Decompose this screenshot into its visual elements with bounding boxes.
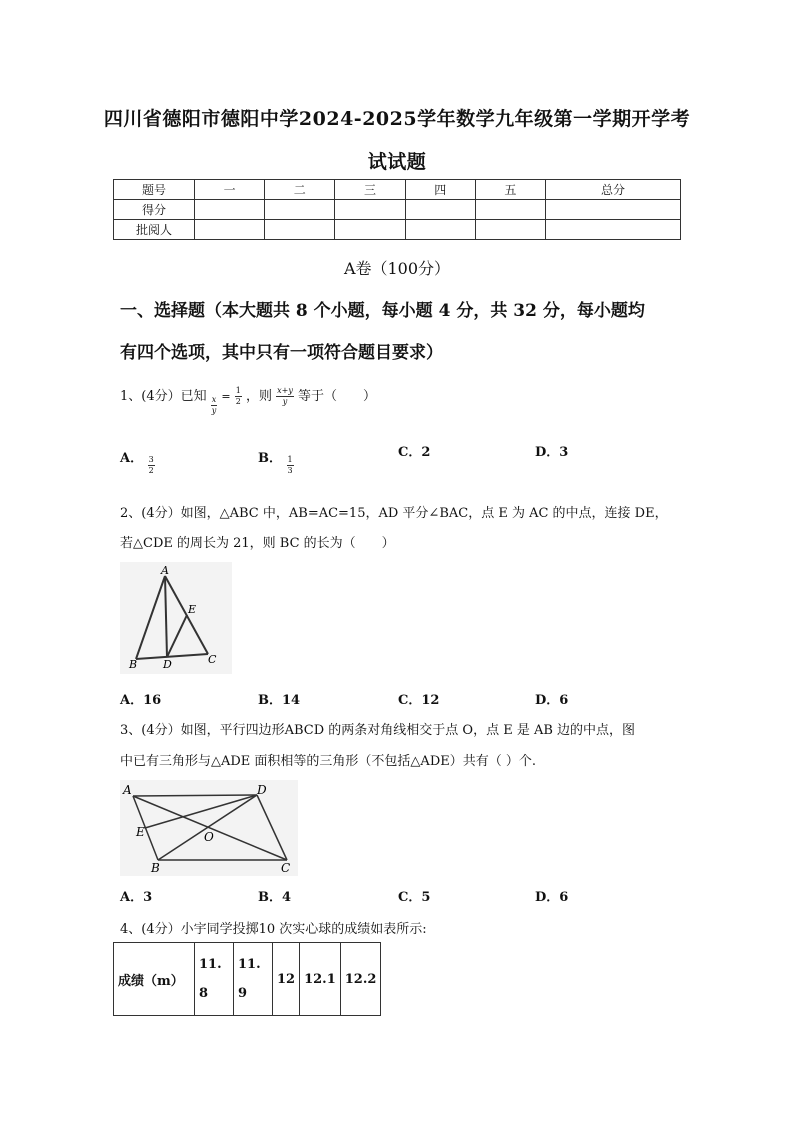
- q1-option-b-fraction: [287, 455, 294, 476]
- q2-label-e: E: [188, 603, 197, 616]
- q1-frac1-num: x: [211, 395, 217, 404]
- q4-row-header: 成绩（m）: [114, 943, 195, 1016]
- q1-option-b-num: 1: [287, 455, 293, 464]
- score-header-cell: 五: [475, 180, 545, 200]
- score-cell[interactable]: [405, 220, 475, 240]
- score-header-row: [114, 180, 681, 200]
- doc-title-line1: 四川省德阳市德阳中学2024-2025学年数学九年级第一学期开学考: [103, 108, 691, 130]
- q4-value-cell: 11.9: [234, 943, 273, 1016]
- score-header-cell: 总分: [546, 180, 681, 200]
- score-header-cell: 三: [335, 180, 405, 200]
- q1-option-a-num: 3: [148, 455, 154, 464]
- score-cell[interactable]: [195, 220, 265, 240]
- question-2-line1: 2、(4分）如图，△ABC 中，AB=AC=15，AD 平分∠BAC，点 E 为 AC 的中点，连接 DE，: [120, 506, 668, 521]
- q1-frac2-num: 1: [235, 386, 241, 395]
- question-2-line2: 若△CDE 的周长为 21，则 BC 的长为（ ）: [120, 536, 395, 551]
- q3-option-a[interactable]: A．3: [120, 890, 153, 905]
- q3-option-b[interactable]: B．4: [258, 890, 292, 905]
- q1-option-b-den: 3: [287, 466, 293, 475]
- q3-label-o: O: [204, 830, 214, 844]
- score-cell[interactable]: [335, 220, 405, 240]
- q1-option-b[interactable]: [258, 441, 294, 476]
- score-table: [113, 179, 681, 240]
- q3-label-c: C: [281, 861, 291, 875]
- q3-label-b: B: [151, 861, 160, 875]
- part1-heading-line1: 一、选择题（本大题共 8 个小题，每小题 4 分，共 32 分，每小题均: [120, 301, 645, 321]
- q2-option-b[interactable]: B．14: [258, 693, 301, 708]
- q1-prefix: 1、(4分）已知: [120, 389, 207, 404]
- q3-parallelogram-figure: [120, 780, 298, 876]
- q4-value-cell: 12: [273, 943, 300, 1016]
- q1-eq: =: [221, 390, 231, 403]
- q4-value-cell: 12.1: [300, 943, 341, 1016]
- q2-label-a: A: [161, 564, 169, 577]
- score-header-cell: 四: [405, 180, 475, 200]
- q3-option-d[interactable]: D．6: [535, 890, 569, 905]
- score-row-label: 得分: [114, 200, 195, 220]
- score-cell[interactable]: [195, 200, 265, 220]
- q1-frac1-den: y: [211, 406, 217, 415]
- score-row-label: 批阅人: [114, 220, 195, 240]
- q1-option-a-den: 2: [148, 466, 154, 475]
- q1-frac3-den: y: [282, 397, 288, 406]
- q1-option-a-fraction: [148, 455, 155, 476]
- q3-side-ad: [133, 795, 257, 796]
- q1-frac2-den: 2: [235, 397, 241, 406]
- q3-label-e: E: [136, 825, 145, 839]
- question-4-line1: 4、(4分）小宇同学投掷10 次实心球的成绩如表所示:: [120, 922, 427, 937]
- q1-suffix: 等于（ ）: [298, 389, 377, 404]
- score-cell[interactable]: [475, 220, 545, 240]
- question-3-line2: 中已有三角形与△ADE 面积相等的三角形（不包括△ADE）共有（ ）个.: [120, 754, 536, 769]
- part1-heading-line2: 有四个选项，其中只有一项符合题目要求）: [120, 343, 443, 363]
- table-row: [114, 943, 381, 1016]
- q2-triangle-figure: [120, 562, 232, 674]
- q2-label-b: B: [129, 658, 138, 671]
- q3-option-c[interactable]: C．5: [398, 890, 431, 905]
- q3-label-d: D: [257, 783, 267, 797]
- q1-fraction-xy-over-y: [276, 386, 294, 407]
- q1-fraction-half: [235, 386, 242, 407]
- score-cell[interactable]: [335, 200, 405, 220]
- q1-frac3-num: x+y: [277, 386, 293, 395]
- score-row: [114, 200, 681, 220]
- score-cell[interactable]: [546, 220, 681, 240]
- question-3-line1: 3、(4分）如图，平行四边形ABCD 的两条对角线相交于点 O，点 E 是 AB 边的中点，图: [120, 723, 636, 738]
- score-cell[interactable]: [475, 200, 545, 220]
- section-a-heading: A卷（100分）: [343, 259, 451, 278]
- score-cell[interactable]: [546, 200, 681, 220]
- doc-title-line2: 试试题: [367, 151, 427, 173]
- q1-mid: ，则: [246, 389, 273, 404]
- q1-option-a-label: A．: [120, 451, 144, 466]
- q2-option-c[interactable]: C．12: [398, 693, 440, 708]
- score-header-cell: 一: [195, 180, 265, 200]
- q1-option-b-label: B．: [258, 451, 282, 466]
- q1-fraction-x-over-y: [211, 395, 218, 416]
- score-cell[interactable]: [405, 200, 475, 220]
- q4-value-cell: 11.8: [195, 943, 234, 1016]
- q1-option-d[interactable]: D．3: [535, 445, 569, 460]
- q2-option-a[interactable]: A．16: [120, 693, 162, 708]
- q2-label-d: D: [163, 658, 172, 671]
- q1-option-c[interactable]: C．2: [398, 445, 431, 460]
- score-cell[interactable]: [265, 200, 335, 220]
- q2-option-d[interactable]: D．6: [535, 693, 569, 708]
- score-cell[interactable]: [265, 220, 335, 240]
- q2-label-c: C: [208, 653, 217, 666]
- score-header-cell: 二: [265, 180, 335, 200]
- question-1: [120, 377, 376, 416]
- q3-label-a: A: [123, 783, 132, 797]
- score-header-cell: 题号: [114, 180, 195, 200]
- q1-option-a[interactable]: [120, 441, 155, 476]
- q4-score-table: [113, 942, 381, 1016]
- score-row: [114, 220, 681, 240]
- q4-value-cell: 12.2: [340, 943, 381, 1016]
